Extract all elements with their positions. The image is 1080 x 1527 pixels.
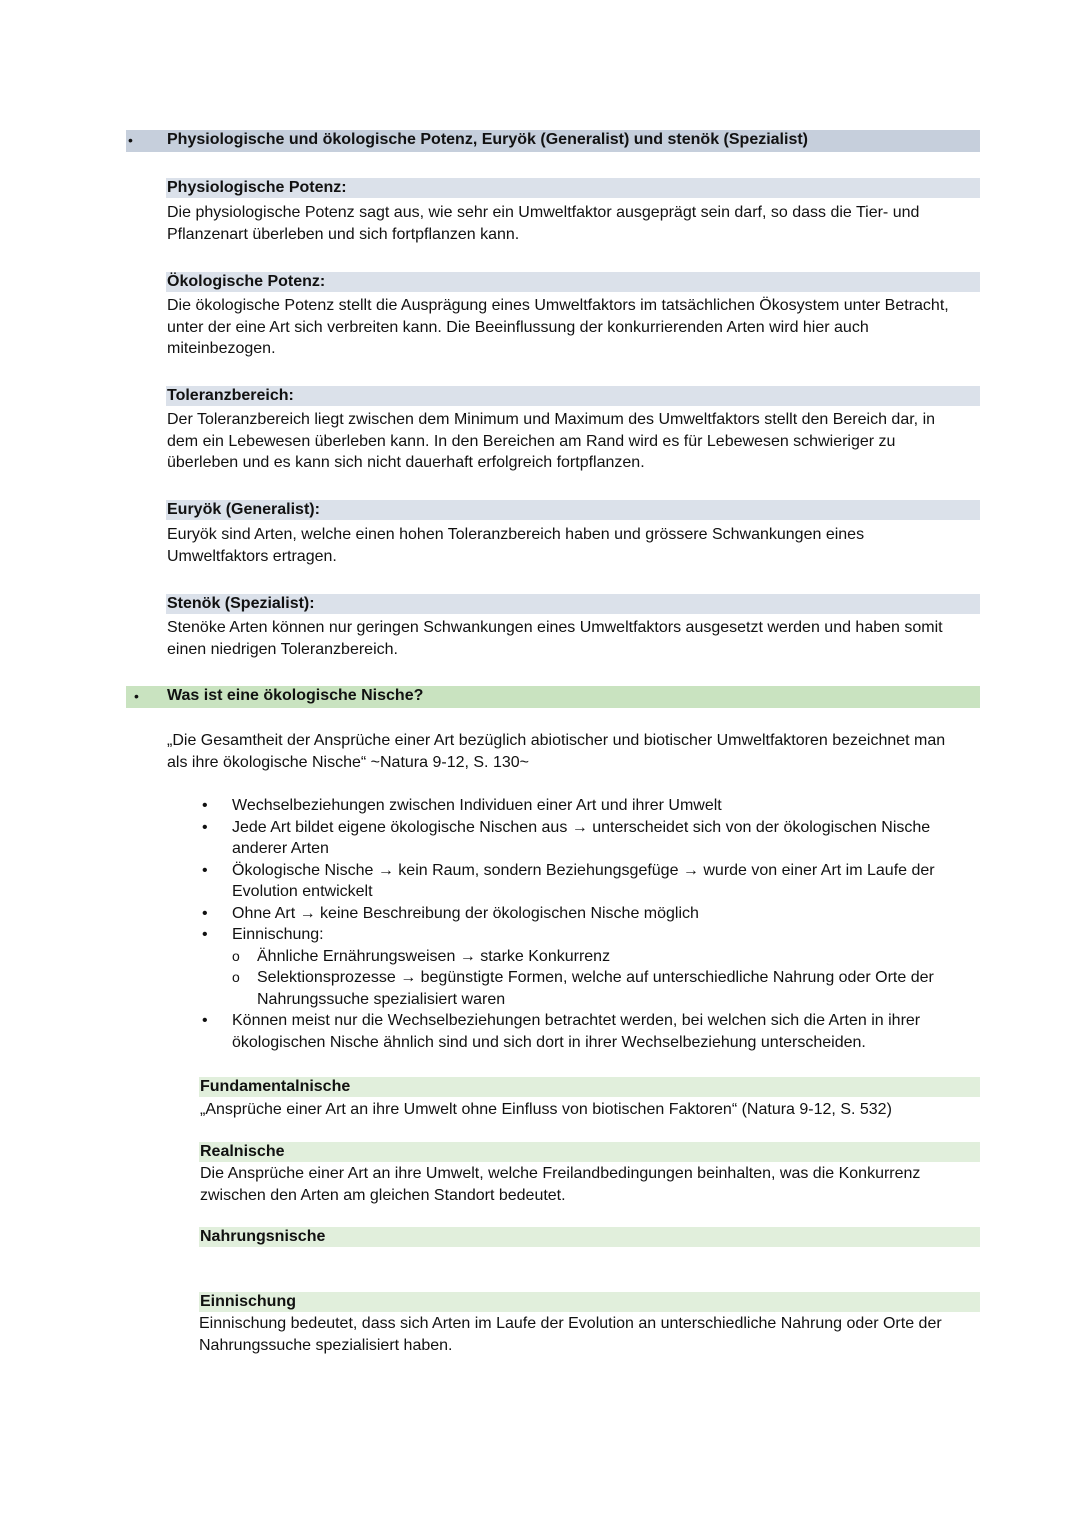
text-line: unter der eine Art sich verbreiten kann. Die Beeinflussung der konkurrierenden Arten wird hier auch: [167, 318, 869, 336]
sub-list-item-text: Ähnliche Ernährungsweisen → starke Konkurrenz: [257, 947, 611, 965]
text-line: einen niedrigen Toleranzbereich.: [167, 640, 398, 658]
list-item: [196, 924, 966, 1010]
section-header-potenz: [126, 130, 980, 152]
sub-list-item: [232, 967, 966, 1010]
bullet-dot: •: [202, 861, 208, 879]
sub-bullet: o: [232, 969, 240, 985]
text-oekologische-potenz: [167, 295, 949, 360]
heading-stenoek: Stenök (Spezialist):: [166, 594, 980, 614]
section-title: Physiologische und ökologische Potenz, Euryök (Generalist) und stenök (Spezialist): [167, 131, 808, 148]
heading-toleranzbereich: Toleranzbereich:: [166, 386, 980, 406]
bullet-dot: •: [202, 1012, 208, 1029]
list-item-text: Können meist nur die Wechselbeziehungen betrachtet werden, bei welchen sich die Arten in ihrer ökologischen Nische ähnlich sind und sich dort in ihrer Wechselbeziehung unterscheiden.: [232, 1012, 921, 1051]
text-euryoek: [167, 524, 864, 567]
text-line: Umweltfaktors ertragen.: [167, 547, 337, 565]
text-line: Nahrungssuche spezialisiert haben.: [199, 1336, 453, 1354]
heading-physiologische-potenz: Physiologische Potenz:: [166, 178, 980, 198]
sub-bullet: o: [232, 947, 240, 964]
text-physiologische-potenz: [167, 202, 919, 245]
text-line: überleben und es kann sich nicht dauerhaft erfolgreich fortpflanzen.: [167, 454, 645, 471]
bullet-dot: •: [202, 904, 208, 922]
list-item-text: Wechselbeziehungen zwischen Individuen einer Art und ihrer Umwelt: [232, 797, 722, 814]
text-fundamentalnische: [200, 1099, 892, 1121]
text-stenoek: [167, 617, 943, 660]
list-item-text: Ohne Art → keine Beschreibung der ökologischen Nische möglich: [232, 904, 699, 922]
text-toleranzbereich: [167, 409, 935, 474]
list-item-text: Einnischung:: [232, 926, 324, 943]
text-line: Stenöke Arten können nur geringen Schwankungen eines Umweltfaktors ausgesetzt werden und haben somit: [167, 619, 943, 636]
list-item: [196, 903, 966, 925]
list-item: [196, 817, 966, 860]
section-bullet: •: [134, 688, 139, 704]
list-item: [196, 795, 966, 817]
text-line: Der Toleranzbereich liegt zwischen dem Minimum und Maximum des Umweltfaktors stellt den Bereich dar, in: [167, 411, 936, 428]
text-line: Die Ansprüche einer Art an ihre Umwelt, welche Freilandbedingungen beinhalten, was die Konkurrenz: [200, 1165, 921, 1182]
list-item: [196, 860, 966, 903]
list-item-text: Jede Art bildet eigene ökologische Nischen aus → unterscheidet sich von der ökologischen Nische anderer Arten: [232, 818, 931, 857]
text-line: miteinbezogen.: [167, 340, 276, 357]
text-einnischung: [199, 1313, 942, 1356]
text-line: zwischen den Arten am gleichen Standort bedeutet.: [200, 1186, 566, 1204]
text-line: dem ein Lebewesen überleben kann. In den Bereichen am Rand wird es für Lebewesen schwieriger zu: [167, 432, 896, 450]
sub-list-item-text: Selektionsprozesse → begünstigte Formen, welche auf unterschiedliche Nahrung oder Orte der Nahrungssuche spezialisiert waren: [257, 969, 934, 1008]
sub-list-item: [232, 946, 966, 968]
quote-natura: [167, 730, 945, 773]
bullet-dot: •: [202, 818, 208, 836]
text-line: Die physiologische Potenz sagt aus, wie sehr ein Umweltfaktor ausgeprägt sein darf, so dass die Tier- und: [167, 204, 920, 221]
heading-fundamentalnische: Fundamentalnische: [199, 1077, 980, 1097]
section-title: Was ist eine ökologische Nische?: [167, 687, 424, 704]
heading-nahrungsnische: Nahrungsnische: [199, 1227, 980, 1247]
bullet-dot: •: [202, 797, 208, 814]
bullet-dot: •: [202, 926, 208, 943]
heading-euryoek: Euryök (Generalist):: [166, 500, 980, 520]
list-item-text: Ökologische Nische → kein Raum, sondern Beziehungsgefüge → wurde von einer Art im Laufe der Evolution entwickelt: [232, 861, 935, 900]
section-header-nische: [126, 686, 980, 708]
quote-line: „Die Gesamtheit der Ansprüche einer Art bezüglich abiotischer und biotischer Umweltfaktoren bezeichnet man: [167, 732, 946, 749]
section-bullet: •: [128, 132, 133, 148]
nische-bullet-list: [196, 795, 966, 1053]
heading-realnische: Realnische: [199, 1142, 980, 1162]
list-item: [196, 1010, 966, 1053]
quote-line: als ihre ökologische Nische“ ~Natura 9-12, S. 130~: [167, 753, 529, 771]
text-line: Pflanzenart überleben und sich fortpflanzen kann.: [167, 225, 520, 243]
text-realnische: [200, 1163, 920, 1206]
text-line: „Ansprüche einer Art an ihre Umwelt ohne Einfluss von biotischen Faktoren“ (Natura 9-12, S. 532): [200, 1101, 892, 1118]
heading-einnischung: Einnischung: [199, 1292, 980, 1312]
text-line: Einnischung bedeutet, dass sich Arten im Laufe der Evolution an unterschiedliche Nahrung oder Orte der: [199, 1315, 942, 1332]
text-line: Euryök sind Arten, welche einen hohen Toleranzbereich haben und grössere Schwankungen eines: [167, 526, 865, 543]
sub-list: [232, 946, 966, 1011]
heading-oekologische-potenz: Ökologische Potenz:: [166, 272, 980, 292]
text-line: Die ökologische Potenz stellt die Ausprägung eines Umweltfaktors im tatsächlichen Ökosystem unter Betracht,: [167, 297, 949, 314]
